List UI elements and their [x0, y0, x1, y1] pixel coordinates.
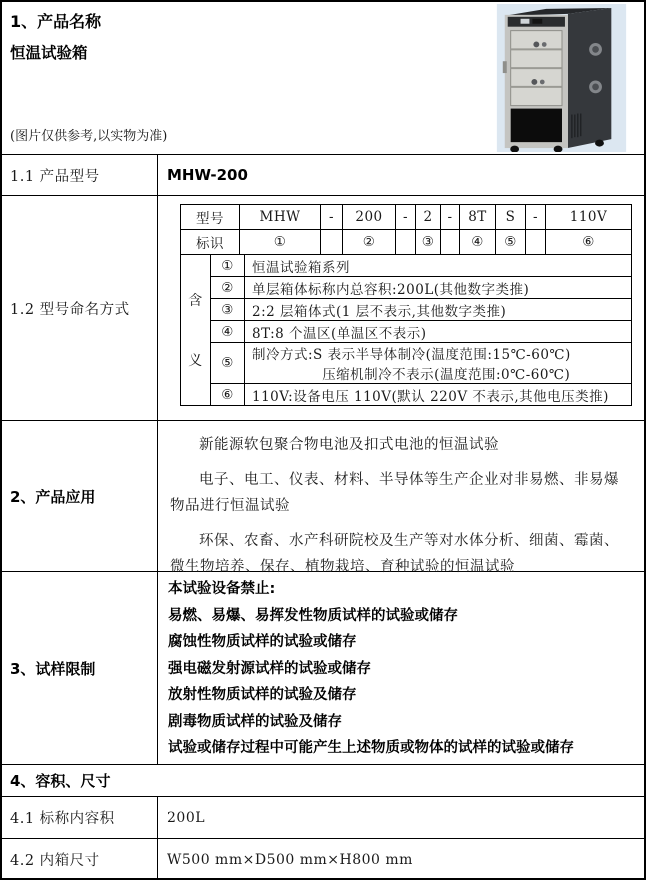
code-cell	[321, 230, 343, 255]
code-cell: -	[321, 205, 343, 230]
meaning-row	[181, 384, 632, 406]
model-code-table	[180, 204, 632, 255]
meaning-text: 单层箱体标称内总容积:200L(其他数字类推)	[245, 277, 632, 299]
row-inner-size	[2, 839, 644, 880]
meaning-id: ⑥	[211, 384, 245, 406]
section-product-name	[2, 2, 644, 155]
naming-scheme-content	[158, 196, 644, 420]
meaning-row	[181, 321, 632, 343]
label-inner-size: 4.2 内箱尺寸	[2, 839, 158, 880]
code-cell: -	[526, 205, 546, 230]
row-product-model	[2, 155, 644, 196]
restriction-line: 易燃、易爆、易挥发性物质试样的试验或储存	[168, 607, 458, 624]
meaning-row	[181, 343, 632, 384]
meaning-text: 8T:8 个温区(单温区不表示)	[245, 321, 632, 343]
restriction-line: 剧毒物质试样的试验及储存	[168, 713, 342, 730]
meaning-char-1: 含	[188, 293, 203, 309]
meaning-id: ①	[211, 255, 245, 277]
meaning-row	[181, 277, 632, 299]
code-cell: 8T	[460, 205, 496, 230]
code-cell: 型号	[181, 205, 240, 230]
row-naming-scheme	[2, 196, 644, 421]
label-applications: 2、产品应用	[2, 421, 158, 571]
meaning-id: ②	[211, 277, 245, 299]
code-cell: ④	[460, 230, 496, 255]
code-cell	[441, 230, 460, 255]
code-cell: S	[496, 205, 526, 230]
application-paragraph: 环保、农畜、水产科研院校及生产等对水体分析、细菌、霉菌、微生物培养、保存、植物栽培、育种试验的恒温试验	[170, 533, 619, 575]
value-inner-size: W500 mm×D500 mm×H800 mm	[167, 851, 413, 868]
model-meaning-table	[180, 254, 632, 406]
restriction-line: 强电磁发射源试样的试验或储存	[168, 660, 371, 677]
code-cell: 200	[343, 205, 396, 230]
meaning-text-line1: 制冷方式:S 表示半导体制冷(温度范围:15℃-60℃)	[252, 347, 571, 363]
code-row-model	[181, 205, 632, 230]
code-cell: -	[441, 205, 460, 230]
applications-content	[158, 421, 644, 575]
code-cell: 110V	[546, 205, 632, 230]
meaning-text: 110V:设备电压 110V(默认 220V 不表示,其他电压类推)	[245, 384, 632, 406]
meaning-header-cell	[181, 255, 211, 406]
meaning-char-2: 义	[188, 353, 203, 369]
meaning-text-line2: 压缩机制冷不表示(温度范围:0℃-60℃)	[322, 367, 571, 383]
row-applications	[2, 421, 644, 575]
code-cell: ③	[416, 230, 441, 255]
meaning-id: ⑤	[211, 343, 245, 384]
section1-heading: 1、产品名称	[10, 12, 102, 31]
code-cell: 2	[416, 205, 441, 230]
photo-disclaimer: (图片仅供参考,以实物为准)	[10, 129, 168, 144]
code-cell	[526, 230, 546, 255]
meaning-id: ③	[211, 299, 245, 321]
code-cell: ①	[240, 230, 321, 255]
label-restrictions: 3、试样限制	[2, 572, 158, 764]
product-name: 恒温试验箱	[10, 44, 88, 62]
code-cell: ⑥	[546, 230, 632, 255]
application-paragraph: 新能源软包聚合物电池及扣式电池的恒温试验	[199, 437, 499, 453]
meaning-text: 2:2 层箱体式(1 层不表示,其他数字类推)	[245, 299, 632, 321]
value-nominal-volume: 200L	[167, 809, 206, 826]
code-cell: ⑤	[496, 230, 526, 255]
meaning-text: 恒温试验箱系列	[245, 255, 632, 277]
meaning-text	[245, 343, 632, 384]
code-cell: -	[396, 205, 416, 230]
restriction-line: 放射性物质试样的试验及储存	[168, 687, 357, 704]
code-cell: 标识	[181, 230, 240, 255]
code-cell	[396, 230, 416, 255]
code-cell: ②	[343, 230, 396, 255]
code-row-ids	[181, 230, 632, 255]
product-photo	[496, 4, 627, 152]
restrictions-content	[158, 572, 644, 764]
label-nominal-volume: 4.1 标称内容积	[2, 797, 158, 838]
meaning-row	[181, 299, 632, 321]
meaning-row	[181, 255, 632, 277]
application-paragraph: 电子、电工、仪表、材料、半导体等生产企业对非易燃、非易爆物品进行恒温试验	[170, 472, 619, 514]
label-naming-scheme: 1.2 型号命名方式	[2, 196, 158, 420]
section4-heading: 4、容积、尺寸	[2, 765, 644, 797]
code-cell: MHW	[240, 205, 321, 230]
restriction-line: 试验或储存过程中可能产生上述物质或物体的试样的试验或储存	[168, 740, 574, 757]
meaning-id: ④	[211, 321, 245, 343]
row-restrictions	[2, 572, 644, 765]
row-nominal-volume	[2, 797, 644, 839]
value-product-model: MHW-200	[167, 166, 248, 184]
label-product-model: 1.1 产品型号	[2, 155, 158, 195]
restriction-line: 本试验设备禁止:	[168, 581, 276, 597]
restriction-line: 腐蚀性物质试样的试验或储存	[168, 634, 357, 651]
